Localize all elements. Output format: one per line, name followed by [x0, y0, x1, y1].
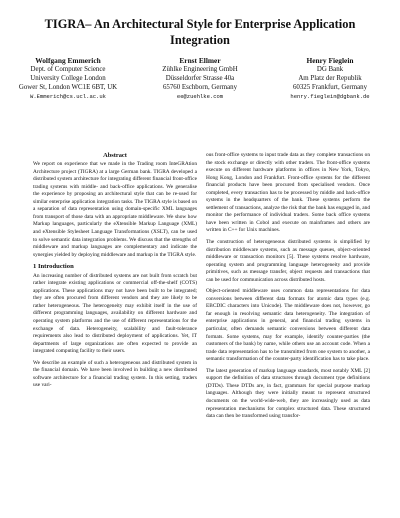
author-affiliation-line: 60325 Frankfurt, Germany: [292, 84, 368, 91]
author-affiliation-line: 65760 Eschborn, Germany: [162, 84, 238, 91]
author-email: ee@zuehlke.com: [176, 93, 224, 100]
author-affiliation-line: University College London: [30, 75, 106, 82]
author-block-2: [136, 56, 264, 101]
author-affiliation-line: Dept. of Computer Science: [30, 66, 106, 73]
paragraph: We describe an example of such a heterogeneous and distributed system in the financial domain. We have been involved in building a new distributed software architecture for a financial trading system. In this setting, traders use vari-: [33, 359, 197, 389]
paragraph: An increasing number of distributed systems are not built from scratch but rather integrate existing applications or commercial off-the-shelf (COTS) applications. These applications may not have been built to be integrated; they are often procured from different vendors and they are likely to be rather heterogeneous. The heterogeneity may exhibit itself in the use of different programming languages, availability on different hardware and operating system platforms and the use of different representations for the exchange of data. Heterogeneity, scalability and fault-tolerance requirements also lead to distributed deployment of applications. Yet, IT departments of large organizations are often expected to provide an integrated computing facility to their users.: [33, 272, 197, 355]
author-block-3: [266, 56, 394, 101]
author-affiliation-line: Zühlke Engineering GmbH: [162, 66, 238, 73]
author-affiliation-line: Am Platz der Republik: [298, 75, 362, 82]
right-column: [206, 152, 370, 421]
author-affiliation-line: Düsseldorfer Strasse 40a: [165, 75, 235, 82]
paragraph: The latest generation of markup language standards, most notably XML [2] support the definition of data structures through document type definitions (DTDs). These DTDs are, in fact, grammars for special purpose markup languages. Although they were initially meant to represent structured documents on the world-wide-web, they are increasingly used as data representation mechanisms for complex structured data. These structured data can then be transformed using transfor-: [206, 367, 370, 420]
author-name: Ernst Ellmer: [179, 56, 221, 65]
author-name: Wolfgang Emmerich: [35, 56, 101, 65]
abstract-text: We report on experience that we made in the Trading room InteGRAtion Architecture project (TIGRA) at a large German bank. TIGRA developed a distributed system architecture for integrating different financial front-office trading systems with middle- and back-office applications. We generalise the experience by proposing an architectural style that can be re-used for similar enterprise application integration tasks. The TIGRA style is based on a separation of data representation using domain-specific XML languages from transport of those data with an appropriate middleware. We show how Markup languages, particularly the eXtensible Markup Language (XML) and eXtensible Stylesheet Language Transformations (XSLT), can be used to solve semantic data integration problems. We discuss that the strengths of middleware and markup languages are complementary and indicate the synergies yielded by deploying middleware and markup in the TIGRA style.: [33, 161, 197, 258]
author-block-1: [4, 56, 132, 101]
abstract-heading: Abstract: [103, 152, 127, 159]
author-affiliation-line: DG Bank: [316, 66, 344, 73]
title-text: – An Architectural Style for Enterprise Application Integration: [85, 17, 356, 47]
section-heading-introduction: 1 Introduction: [33, 263, 74, 271]
author-name: Henry Fieglein: [306, 56, 354, 65]
paragraph: The construction of heterogeneous distributed systems is simplified by distribution middleware systems, such as message queues, object-oriented middleware or transaction monitors [5]. These systems resolve hardware, operating system and programming language heterogeneity and provide primitives, such as message transfer, object requests and transactions that can be used for communication across distributed hosts.: [206, 239, 370, 283]
left-column: [33, 152, 197, 390]
paragraph: ous front-office systems to input trade data as they complete transactions on the stock exchange or directly with other traders. The front-office systems execute on different hardware platforms in offices in New York, Tokyo, Hong Kong, London and Frankfurt. Front-office systems for the different financial products have been procured from specialised vendors. Once completed, every transaction has to be processed by middle and back-office systems in the headquarters of the bank. These systems perform the settlement of transactions, analyze the risk that the bank has engaged in, and monitor the performance of individual traders. Some back office systems have been written in Cobol and execute on mainframes and others are written in C++ for Unix machines.: [206, 152, 370, 234]
author-affiliation-line: Gower St, London WC1E 6BT, UK: [18, 84, 118, 91]
paragraph: Object-oriented middleware uses common data representations for data conversions between different data formats for atomic data types (e.g. EBCDIC characters into Unicode). The middleware does not, however, go far enough in resolving semantic data heterogeneity. The integration of enterprise applications in general, and financial trading systems in particular, often demands semantic conversions between different data formats. Some systems, may for example, identify counter-parties (the customers of the bank) by name, while others use an account code. When a trade data representation has to be transmitted from one system to another, a semantic transformation of the counter-party identification has to take place.: [206, 288, 370, 363]
title-acronym: TIGRA: [44, 17, 86, 31]
paper-title: [40, 17, 360, 48]
author-email: henry.fieglein@dgbank.de: [290, 93, 370, 100]
author-email: W.Emmerich@cs.ucl.ac.uk: [30, 93, 106, 100]
